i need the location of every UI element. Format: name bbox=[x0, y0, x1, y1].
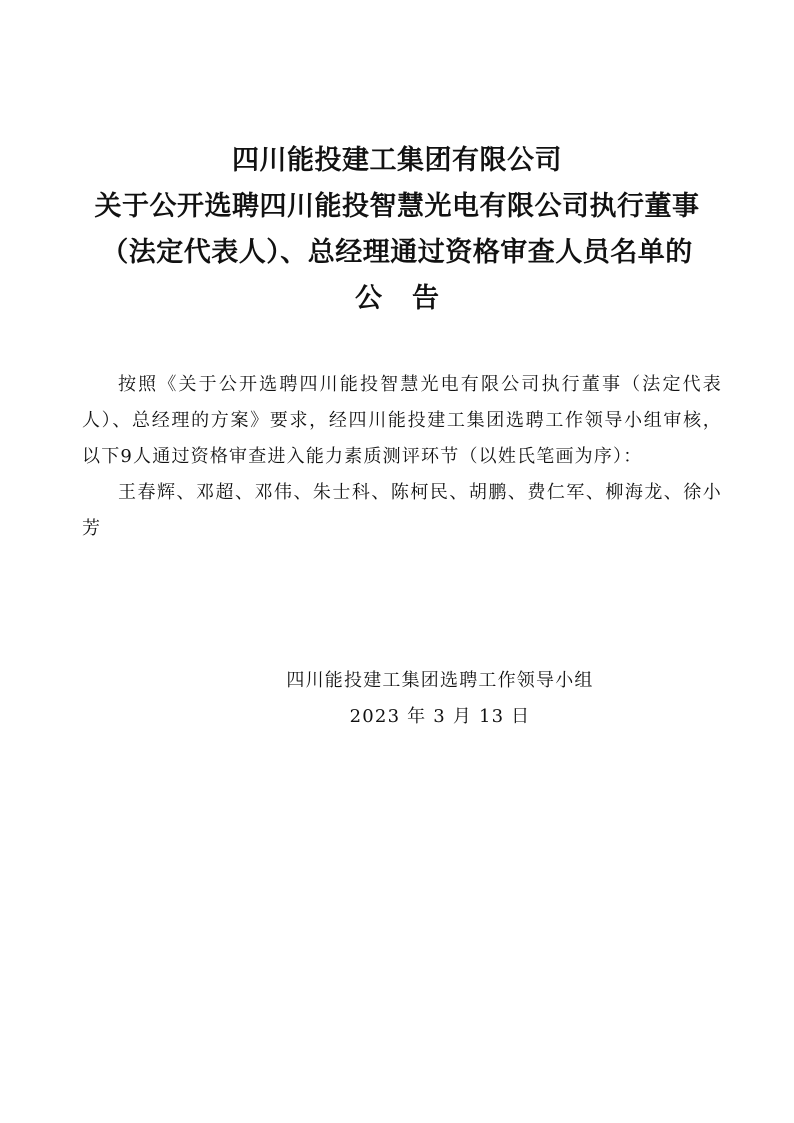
signature-block bbox=[250, 663, 630, 735]
body-paragraph-names: 王春辉、邓超、邓伟、朱士科、陈柯民、胡鹏、费仁军、柳海龙、徐小芳 bbox=[82, 482, 722, 539]
title-line-announcement: 公告 bbox=[355, 283, 469, 314]
title-line-subject-2: （法定代表人）、总经理通过资格审查人员名单的 bbox=[101, 237, 693, 268]
issue-date: 2023 年 3 月 13 日 bbox=[349, 706, 531, 727]
issuer-name: 四川能投建工集团选聘工作领导小组 bbox=[286, 670, 594, 691]
title-line-company: 四川能投建工集团有限公司 bbox=[232, 145, 562, 176]
announcement-body bbox=[82, 367, 722, 547]
title-line-subject-1: 关于公开选聘四川能投智慧光电有限公司执行董事 bbox=[94, 191, 700, 222]
body-paragraph-intro: 按照《关于公开选聘四川能投智慧光电有限公司执行董事（法定代表人）、总经理的方案》要求，经四川能投建工集团选聘工作领导小组审核，以下9人通过资格审查进入能力素质测评环节（以姓氏笔画为序）： bbox=[82, 374, 722, 467]
announcement-title bbox=[40, 138, 754, 322]
